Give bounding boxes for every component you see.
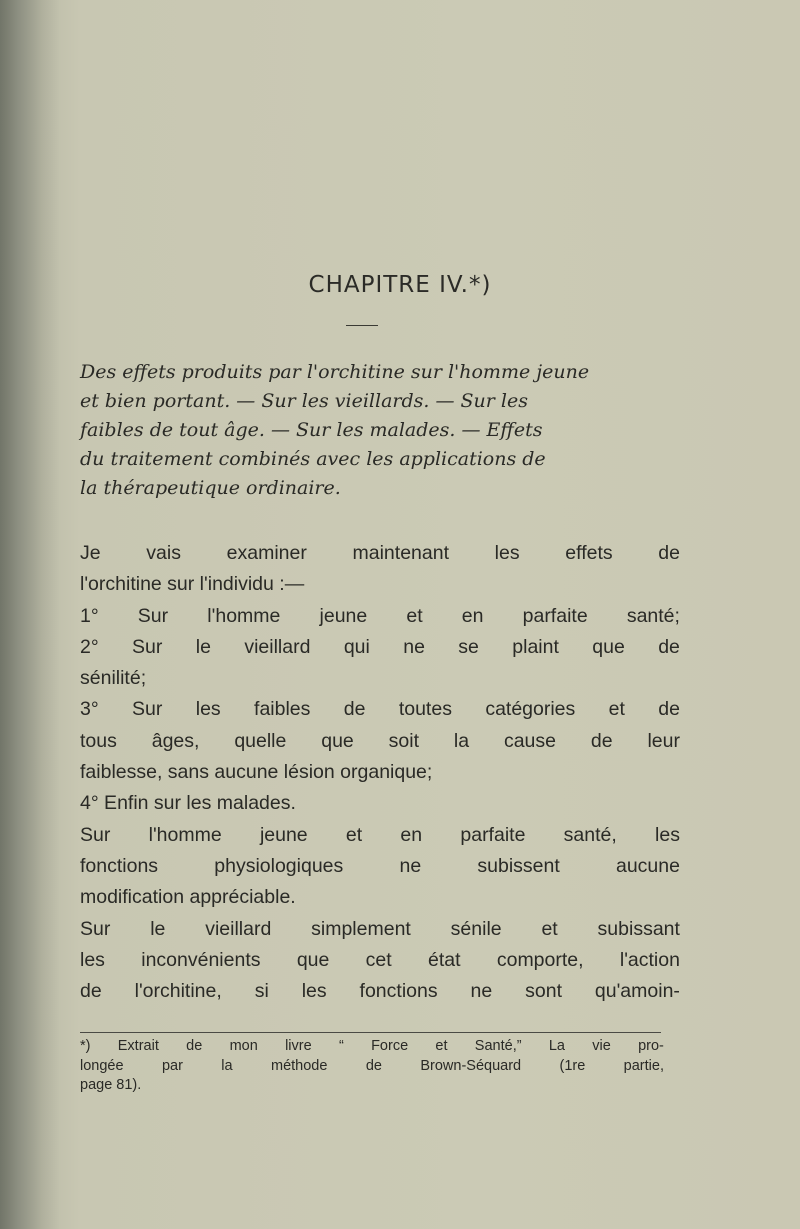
word: comporte, (496, 948, 584, 971)
word: qui (343, 635, 370, 658)
word: Sur (80, 917, 111, 940)
word: qu'amoin- (594, 980, 680, 1003)
body-line (80, 945, 680, 976)
word: vieillard (205, 917, 272, 940)
word: de (658, 635, 680, 658)
word: leur (647, 729, 680, 752)
word: en (400, 823, 423, 846)
word: se (458, 635, 479, 658)
word: que (296, 948, 330, 971)
word: l'homme (207, 604, 281, 627)
word: par (161, 1057, 183, 1074)
body-line: faiblesse, sans aucune lésion organique; (80, 761, 433, 784)
word: jeune (259, 823, 308, 846)
word: les (655, 823, 680, 846)
footnote-rule (80, 1032, 661, 1033)
word: en (461, 604, 484, 627)
word: et (406, 604, 423, 627)
word: longée (80, 1057, 124, 1074)
word: pro- (638, 1038, 664, 1054)
word: tous (80, 729, 117, 752)
word: méthode (270, 1057, 328, 1074)
word: 3° (80, 698, 99, 721)
word: la (453, 729, 470, 752)
word: Extrait (117, 1038, 159, 1054)
word: cause (503, 729, 556, 752)
word: ne (403, 635, 425, 658)
word: inconvénients (141, 948, 261, 971)
footnote (80, 1037, 664, 1096)
word: La (548, 1038, 565, 1054)
body-line (80, 914, 680, 945)
word: les (80, 948, 105, 971)
word: le (195, 635, 211, 658)
word: de (658, 542, 680, 564)
word: jeune (319, 604, 368, 627)
body-line (80, 632, 680, 663)
body-line (80, 851, 680, 882)
word: les (494, 542, 520, 564)
word: (1re (559, 1057, 586, 1074)
word: aucune (615, 854, 680, 877)
word: catégories (485, 698, 576, 721)
chapter-summary (80, 358, 680, 503)
word: et (345, 823, 363, 846)
word: fonctions (359, 980, 438, 1003)
word: soit (388, 729, 420, 752)
word: de (658, 698, 680, 721)
word: physiologiques (214, 854, 344, 877)
word: que (592, 635, 625, 658)
title-rule (346, 325, 378, 326)
word: état (428, 948, 461, 971)
body-line: 4° Enfin sur les malades. (80, 792, 296, 815)
word: Sur (132, 635, 163, 658)
word: toutes (398, 698, 452, 721)
body-line: modification appréciable. (80, 886, 296, 909)
word: livre (285, 1038, 312, 1054)
body-line: sénilité; (80, 667, 147, 690)
word: santé; (626, 604, 680, 627)
chapter-title: CHAPITRE IV.*) (308, 272, 492, 298)
word: Sur (80, 823, 111, 846)
word: vais (146, 542, 181, 564)
word: “ (338, 1038, 344, 1054)
word: cet (365, 948, 392, 971)
word: Sur (132, 698, 163, 721)
word: Brown-Séquard (420, 1057, 522, 1074)
word: examiner (226, 542, 307, 564)
word: sont (525, 980, 562, 1003)
word: ne (399, 854, 422, 877)
word: Sur (137, 604, 169, 627)
body-line (80, 694, 680, 725)
word: vieillard (244, 635, 311, 658)
word: plaint (512, 635, 559, 658)
summary-line: Des effets produits par l'orchitine sur l'homme jeune (80, 361, 590, 383)
word: l'action (619, 948, 680, 971)
word: effets (565, 542, 613, 564)
word: faibles (254, 698, 311, 721)
body-line (80, 726, 680, 757)
word: ne (470, 980, 493, 1003)
word: si (254, 980, 269, 1003)
word: parfaite (460, 823, 526, 846)
summary-line: du traitement combinés avec les applications de (80, 448, 546, 470)
word: de (365, 1057, 382, 1074)
word: et (435, 1038, 448, 1054)
word: *) (80, 1038, 91, 1054)
summary-line: et bien portant. — Sur les vieillards. — Sur les (80, 390, 528, 412)
word: Santé,” (474, 1038, 522, 1054)
word: l'homme (148, 823, 222, 846)
word: santé, (563, 823, 617, 846)
word: âges, (151, 729, 200, 752)
binding-shadow (0, 0, 60, 1229)
word: simplement (311, 917, 411, 940)
word: de (186, 1038, 203, 1054)
word: 2° (80, 635, 99, 658)
word: et (608, 698, 625, 721)
word: les (301, 980, 327, 1003)
body-line: l'orchitine sur l'individu :— (80, 573, 305, 596)
word: de (590, 729, 613, 752)
word: 1° (80, 604, 99, 627)
word: Je (80, 542, 101, 564)
footnote-line (80, 1057, 664, 1077)
body-line (80, 601, 680, 632)
word: de (343, 698, 366, 721)
word: l'orchitine, (134, 980, 222, 1003)
body-line (80, 820, 680, 851)
body-text (80, 538, 680, 1007)
word: et (541, 917, 558, 940)
word: que (321, 729, 354, 752)
footnote-line (80, 1037, 664, 1057)
word: de (80, 980, 102, 1003)
footnote-line: page 81). (80, 1077, 142, 1093)
summary-line: faibles de tout âge. — Sur les malades. — Effets (80, 419, 543, 441)
word: les (195, 698, 221, 721)
word: fonctions (80, 854, 159, 877)
word: mon (229, 1038, 258, 1054)
word: le (150, 917, 166, 940)
word: subissant (597, 917, 680, 940)
word: partie, (623, 1057, 664, 1074)
summary-line: la thérapeutique ordinaire. (80, 477, 341, 499)
word: sénile (450, 917, 502, 940)
word: la (221, 1057, 233, 1074)
body-line (80, 976, 680, 1007)
word: Force (371, 1038, 409, 1054)
word: parfaite (522, 604, 588, 627)
word: subissent (477, 854, 560, 877)
word: quelle (234, 729, 287, 752)
word: maintenant (352, 542, 449, 564)
word: vie (592, 1038, 611, 1054)
body-line (80, 538, 680, 569)
